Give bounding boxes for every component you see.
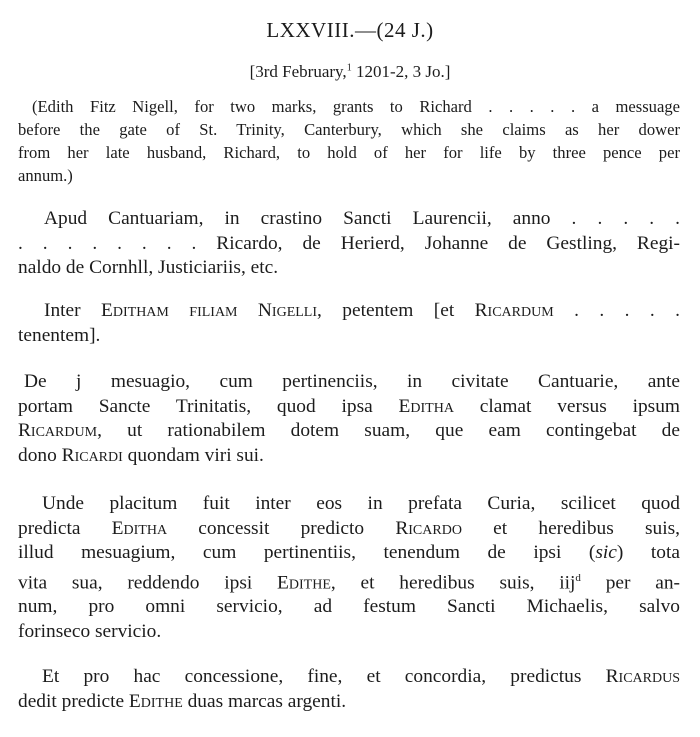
name-smallcaps: Editham filiam Nigelli [101, 300, 318, 321]
charter-heading: LXXVIII.—(24 J.) [266, 18, 434, 42]
paragraph-parties [18, 299, 680, 348]
text-line [18, 517, 680, 542]
text-run: ) tota [616, 542, 680, 563]
summary-line: from her late husband, Richard, to hold of her for life by three pence per [18, 143, 680, 162]
summary-line: before the gate of St. Trinity, Canterbury, which she claims as her dower [18, 120, 680, 139]
text-run: dedit predicte [18, 690, 129, 712]
text-line [18, 419, 680, 444]
date-suffix: 1201-2, 3 Jo.] [351, 62, 451, 81]
footnote-marker: 1 [346, 62, 352, 74]
name-smallcaps: Ricardo [395, 517, 462, 539]
text-line [18, 299, 680, 324]
text-line [18, 566, 680, 596]
text-run: predicta [18, 517, 112, 539]
text-run: duas marcas argenti. [182, 690, 347, 712]
name-smallcaps: Editha [111, 517, 168, 539]
name-smallcaps: Editha [398, 395, 454, 417]
paragraph-agreement [18, 492, 680, 644]
text-run: concessit predicto [167, 517, 396, 539]
text-line: num, pro omni servicio, ad festum Sancti Michaelis, salvo [18, 596, 680, 618]
text-line: De j mesuagio, cum pertinenciis, in civitate Cantuarie, ante [24, 371, 680, 392]
sic-italic: sic [595, 542, 617, 563]
text-run: portam Sancte Trinitatis, quod ipsa [18, 395, 399, 417]
name-smallcaps: Ricardus [605, 666, 680, 687]
text-run: et heredibus suis, [461, 517, 680, 539]
text-line [18, 395, 680, 420]
text-line: naldo de Cornhll, Justiciariis, etc. [18, 257, 279, 278]
text-line: Apud Cantuariam, in crastino Sancti Laurencii, anno . . . . . [44, 208, 680, 229]
pence-superscript: d [575, 571, 581, 584]
text-line: tenentem]. [18, 324, 101, 346]
text-run: quondam viri sui. [122, 444, 264, 466]
text-line [18, 541, 680, 566]
name-smallcaps: Ricardum [18, 420, 98, 441]
charter-summary [18, 95, 680, 187]
text-run: , petentem [et [317, 300, 475, 321]
text-run: dono [18, 444, 62, 466]
paragraph-consideration [18, 665, 680, 714]
charter-date [0, 62, 700, 82]
text-line: forinseco servicio. [18, 620, 162, 642]
text-run: vita sua, reddendo ipsi [18, 571, 278, 593]
name-smallcaps: Ricardum [474, 300, 554, 321]
paragraph-place-date [18, 207, 680, 281]
name-smallcaps: Edithe [277, 571, 331, 593]
text-run: Et pro hac concessione, fine, et concordia, predictus [42, 666, 606, 687]
text-line: Unde placitum fuit inter eos in prefata Curia, scilicet quod [42, 493, 680, 514]
text-run: illud mesuagium, cum pertinentiis, tenendum de ipsi ( [18, 542, 596, 563]
text-run: , ut rationabilem dotem suam, que eam contingebat de [97, 420, 680, 441]
text-line [18, 444, 680, 469]
text-line [18, 665, 680, 690]
date-prefix: [3rd February, [249, 62, 347, 81]
text-run: per an- [580, 571, 680, 593]
summary-line: (Edith Fitz Nigell, for two marks, grants to Richard . . . . . a messuage [32, 97, 680, 116]
paragraph-messuage [18, 370, 680, 468]
name-smallcaps: Ricardi [61, 444, 123, 466]
text-line [18, 690, 680, 715]
text-run: clamat versus ipsum [453, 395, 680, 417]
text-run: . . . . . [553, 300, 680, 321]
name-smallcaps: Edithe [128, 690, 183, 712]
text-run: , et heredibus suis, iij [330, 571, 576, 593]
summary-line: annum.) [18, 166, 73, 185]
text-run: Inter [44, 300, 102, 321]
text-line: . . . . . . . . Ricardo, de Herierd, Johanne de Gestling, Regi- [18, 232, 680, 254]
